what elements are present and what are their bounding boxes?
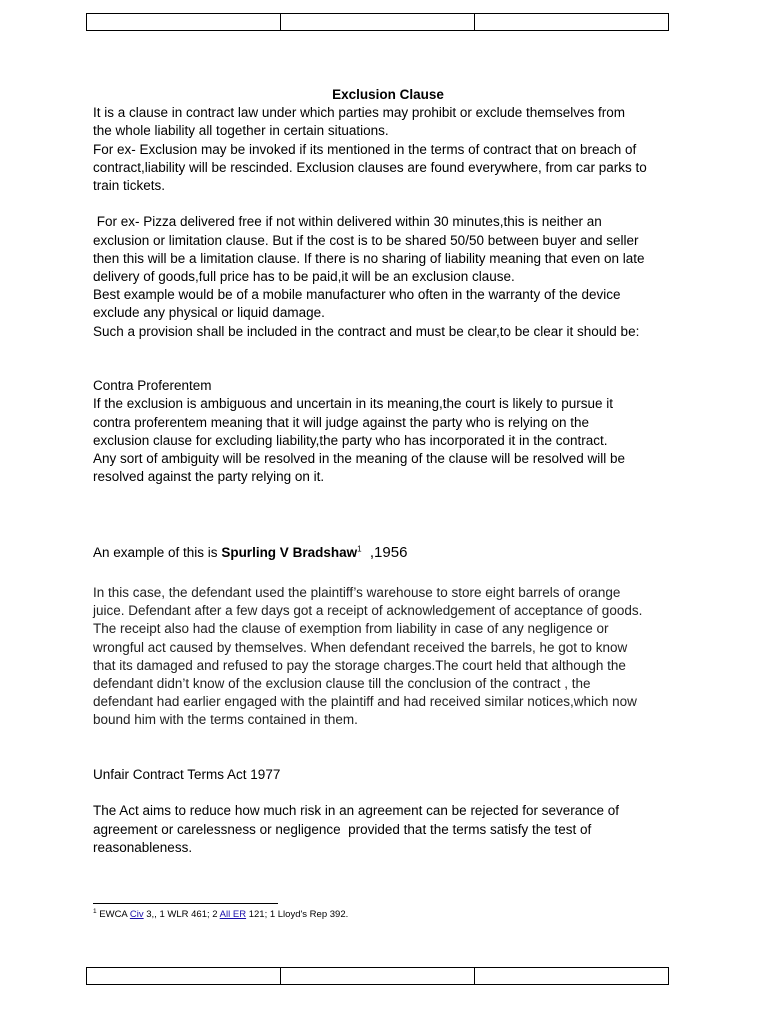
header-cell-1 [87, 14, 281, 31]
para1-line: It is a clause in contract law under which parties may prohibit or exclude themselves from [93, 105, 625, 121]
footnote [93, 909, 348, 921]
para2-line: delivery of goods,full price has to be paid,it will be an exclusion clause. [93, 269, 515, 285]
footnote-link-civ[interactable]: Civ [129, 909, 144, 920]
footnote-text: EWCA [96, 909, 130, 920]
footer-cell-3 [475, 968, 669, 985]
para4-line: defendant had earlier engaged with the plaintiff and had received similar notices,which now [93, 694, 637, 710]
header-table [86, 13, 669, 31]
para2-line: exclusion or limitation clause. But if the cost is to be shared 50/50 between buyer and seller [93, 232, 639, 248]
para5-line: agreement or carelessness or negligence provided that the terms satisfy the test of [93, 821, 592, 837]
para3-line: resolved against the party relying on it. [93, 469, 325, 485]
spacer [93, 730, 683, 748]
para1-line: train tickets. [93, 178, 166, 194]
footnote-link-all-er[interactable]: All ER [219, 909, 247, 920]
footer-table [86, 967, 669, 985]
footer-cell-2 [281, 968, 475, 985]
spacer [93, 486, 683, 504]
spacer [93, 784, 683, 802]
ucta-heading: Unfair Contract Terms Act 1977 [93, 767, 281, 782]
header-cell-2 [281, 14, 475, 31]
footnote-ref[interactable]: 1 [357, 544, 362, 554]
spacer [93, 505, 683, 523]
header-cell-3 [475, 14, 669, 31]
para2-line: Such a provision shall be included in the contract and must be clear,to be clear it should be: [93, 323, 640, 339]
para5-line: The Act aims to reduce how much risk in an agreement can be rejected for severance of [93, 803, 620, 819]
para3-line: contra proferentem meaning that it will judge against the party who is relying on the [93, 414, 590, 430]
para3-line: If the exclusion is ambiguous and uncertain in its meaning,the court is likely to pursue it [93, 396, 614, 412]
para4-line: wrongful act caused by themselves. When defendant received the barrels, he got to know [93, 639, 628, 655]
spacer [93, 195, 683, 213]
example-line [93, 544, 683, 562]
para1-line: For ex- Exclusion may be invoked if its mentioned in the terms of contract that on breach of [93, 141, 637, 157]
spacer [93, 359, 683, 377]
document-title: Exclusion Clause [332, 87, 444, 102]
contra-proferentem-heading: Contra Proferentem [93, 378, 212, 394]
para4-line: defendant didn’t know of the exclusion clause till the conclusion of the contract , the [93, 676, 591, 692]
para3-line: Any sort of ambiguity will be resolved in the meaning of the clause will be resolved will be [93, 451, 626, 467]
para3-line: exclusion clause for excluding liability,the party who has incorporated it in the contract. [93, 432, 608, 448]
document-body [93, 86, 683, 857]
para4-line: that its damaged and refused to pay the storage charges.The court held that although the [93, 657, 626, 673]
spacer [93, 523, 683, 544]
footnote-marker: 1 [93, 907, 97, 915]
para4-line: The receipt also had the clause of exemption from liability in case of any negligence or [93, 621, 609, 637]
spacer [93, 341, 683, 359]
para4-line: In this case, the defendant used the plaintiff’s warehouse to store eight barrels of orange [93, 585, 621, 600]
para4-line: juice. Defendant after a few days got a receipt of acknowledgement of acceptance of goods. [93, 603, 643, 619]
para1-line: contract,liability will be rescinded. Exclusion clauses are found everywhere, from car parks to [93, 159, 647, 175]
para2-line: exclude any physical or liquid damage. [93, 305, 325, 321]
spacer [93, 562, 683, 584]
footnote-text: 3,, 1 WLR 461; 2 [143, 909, 220, 920]
para2-line: then this will be a limitation clause. If there is no sharing of liability meaning that even on late [93, 250, 645, 266]
para5-line: reasonableness. [93, 839, 193, 855]
para4-line: bound him with the terms contained in them. [93, 712, 358, 728]
example-prefix: An example of this is [93, 544, 222, 560]
footnote-separator [93, 903, 278, 904]
case-name: Spurling V Bradshaw [221, 544, 358, 560]
case-year: ,1956 [361, 543, 408, 561]
para1-line: the whole liability all together in certain situations. [93, 123, 389, 139]
footnote-text: 121; 1 Lloyd's Rep 392. [246, 909, 349, 920]
spacer [93, 748, 683, 766]
para2-line: For ex- Pizza delivered free if not within delivered within 30 minutes,this is neither an [93, 214, 602, 230]
para2-line: Best example would be of a mobile manufacturer who often in the warranty of the device [93, 287, 621, 303]
footer-cell-1 [87, 968, 281, 985]
